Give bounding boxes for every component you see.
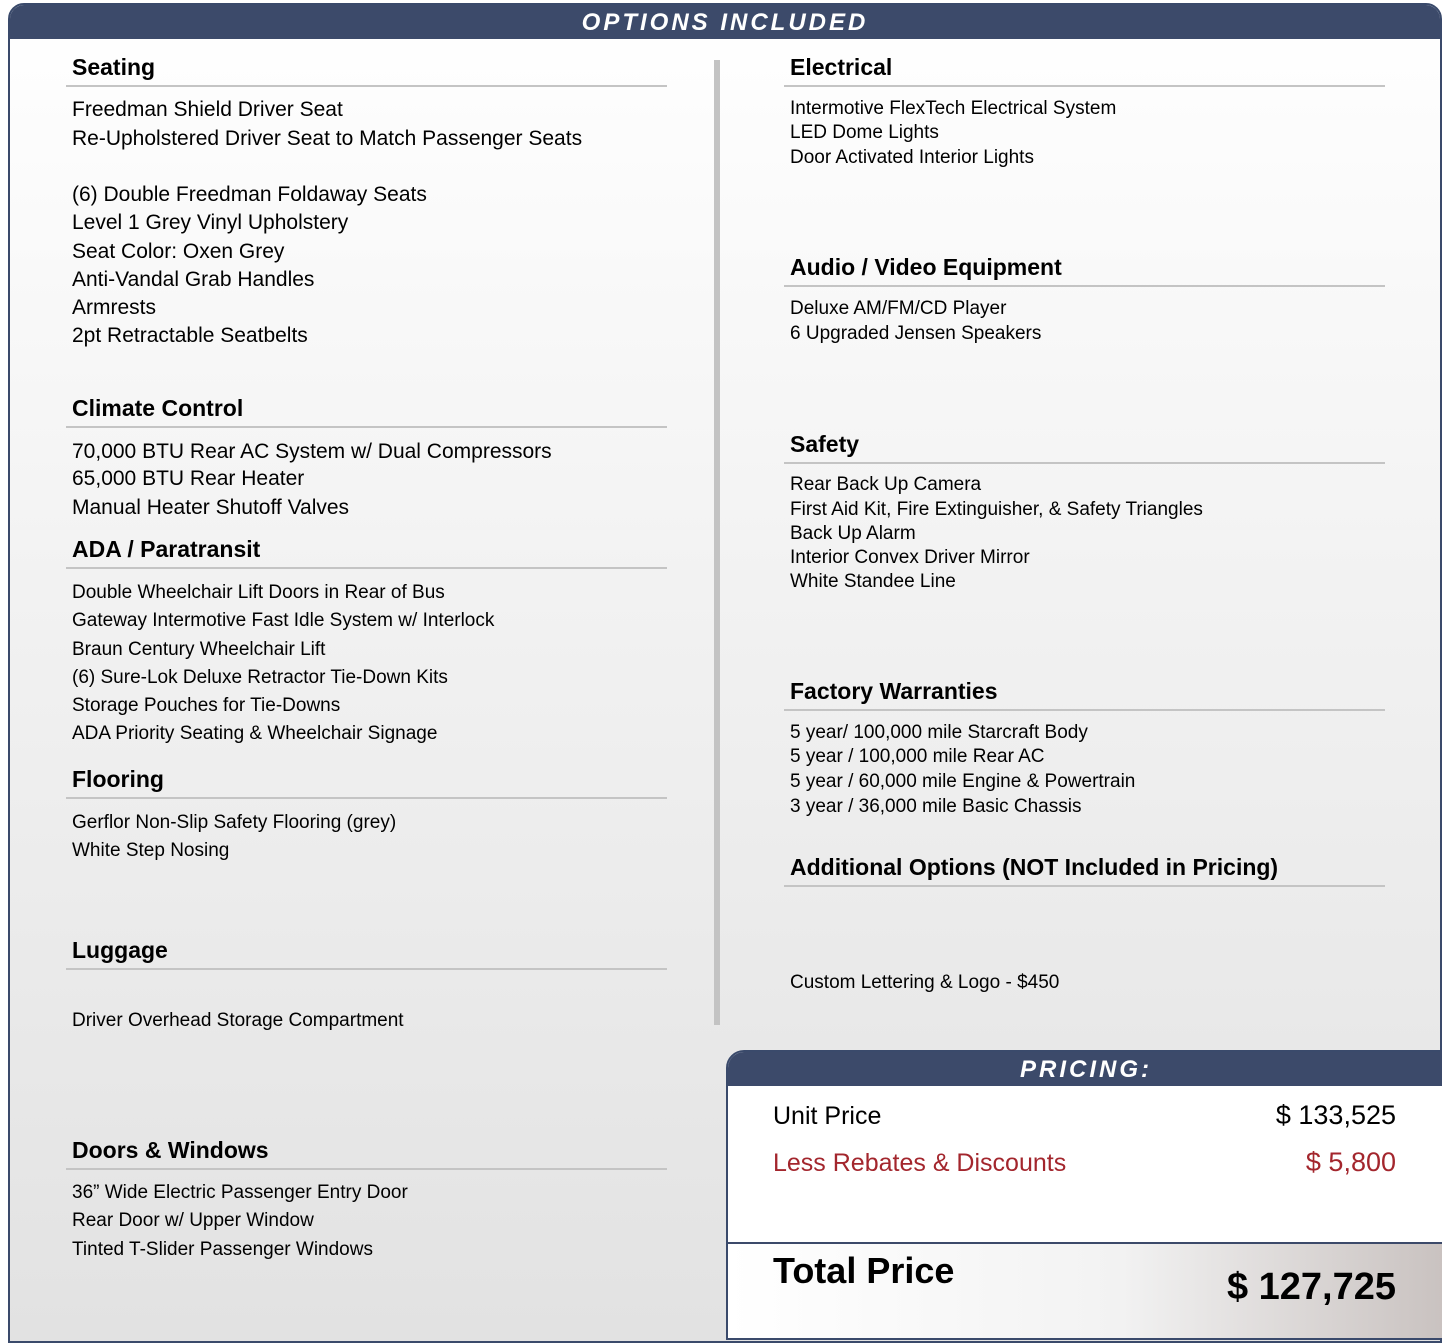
list-item: Manual Heater Shutoff Valves — [72, 496, 350, 519]
luggage-rule — [66, 968, 667, 970]
rebates-label: Less Rebates & Discounts — [773, 1149, 1067, 1177]
safety-rule — [784, 462, 1385, 464]
list-item: Freedman Shield Driver Seat — [72, 98, 343, 121]
climate-rule — [66, 426, 667, 428]
safety-heading: Safety — [790, 431, 860, 457]
flooring-rule — [66, 797, 667, 799]
list-item: 5 year / 60,000 mile Engine & Powertrain — [790, 771, 1136, 792]
list-item: 2pt Retractable Seatbelts — [72, 324, 308, 347]
list-item: Double Wheelchair Lift Doors in Rear of Bus — [72, 582, 445, 603]
list-item: Gateway Intermotive Fast Idle System w/ Interlock — [72, 610, 495, 631]
electrical-heading: Electrical — [790, 54, 893, 80]
list-item: Anti-Vandal Grab Handles — [72, 268, 315, 291]
list-item: White Standee Line — [790, 571, 956, 592]
unit-price-label: Unit Price — [773, 1102, 882, 1130]
list-item: Driver Overhead Storage Compartment — [72, 1010, 404, 1031]
list-item: Rear Door w/ Upper Window — [72, 1210, 314, 1231]
list-item: (6) Double Freedman Foldaway Seats — [72, 183, 427, 206]
list-item: First Aid Kit, Fire Extinguisher, & Safety Triangles — [790, 499, 1203, 520]
list-item: Braun Century Wheelchair Lift — [72, 639, 326, 660]
list-item: Interior Convex Driver Mirror — [790, 547, 1030, 568]
electrical-rule — [784, 85, 1385, 87]
list-item: 70,000 BTU Rear AC System w/ Dual Compressors — [72, 440, 552, 463]
list-item: Deluxe AM/FM/CD Player — [790, 298, 1007, 319]
list-item: Armrests — [72, 296, 156, 319]
list-item: 3 year / 36,000 mile Basic Chassis — [790, 796, 1082, 817]
total-price-value: $ 127,725 — [1226, 1266, 1396, 1308]
list-item: Door Activated Interior Lights — [790, 147, 1034, 168]
additional-heading: Additional Options (NOT Included in Pricing) — [790, 854, 1279, 880]
seating-rule — [66, 85, 667, 87]
list-item: 65,000 BTU Rear Heater — [72, 467, 305, 490]
flooring-heading: Flooring — [72, 766, 164, 792]
pricing-box — [726, 1050, 1442, 1340]
list-item: LED Dome Lights — [790, 122, 939, 143]
list-item: ADA Priority Seating & Wheelchair Signage — [72, 723, 438, 744]
list-item: 6 Upgraded Jensen Speakers — [790, 323, 1042, 344]
doors-rule — [66, 1168, 667, 1170]
list-item: (6) Sure-Lok Deluxe Retractor Tie-Down Kits — [72, 667, 448, 688]
audio-rule — [784, 285, 1385, 287]
ada-heading: ADA / Paratransit — [72, 536, 261, 562]
ada-rule — [66, 567, 667, 569]
total-band — [728, 1242, 1442, 1340]
list-item: 5 year / 100,000 mile Rear AC — [790, 746, 1045, 767]
list-item: 5 year/ 100,000 mile Starcraft Body — [790, 722, 1088, 743]
unit-price-value: $ 133,525 — [1275, 1100, 1396, 1130]
column-divider — [714, 60, 720, 1025]
seating-heading: Seating — [72, 54, 156, 80]
list-item: Custom Lettering & Logo - $450 — [790, 972, 1060, 993]
warranties-heading: Factory Warranties — [790, 678, 998, 704]
doors-heading: Doors & Windows — [72, 1137, 269, 1163]
list-item: Back Up Alarm — [790, 523, 916, 544]
audio-heading: Audio / Video Equipment — [790, 254, 1062, 280]
list-item: Intermotive FlexTech Electrical System — [790, 98, 1117, 119]
list-item: Storage Pouches for Tie-Downs — [72, 695, 341, 716]
climate-heading: Climate Control — [72, 395, 244, 421]
list-item: 36” Wide Electric Passenger Entry Door — [72, 1182, 408, 1203]
list-item: Seat Color: Oxen Grey — [72, 240, 285, 263]
luggage-heading: Luggage — [72, 937, 168, 963]
list-item: White Step Nosing — [72, 840, 230, 861]
list-item: Level 1 Grey Vinyl Upholstery — [72, 211, 349, 234]
list-item: Rear Back Up Camera — [790, 474, 982, 495]
list-item: Tinted T-Slider Passenger Windows — [72, 1239, 373, 1260]
warranties-rule — [784, 709, 1385, 711]
list-item: Re-Upholstered Driver Seat to Match Passenger Seats — [72, 127, 583, 150]
options-banner: OPTIONS INCLUDED — [10, 5, 1440, 39]
total-price-label: Total Price — [773, 1250, 955, 1291]
list-item: Gerflor Non-Slip Safety Flooring (grey) — [72, 812, 397, 833]
additional-rule — [784, 885, 1385, 887]
rebates-value: $ 5,800 — [1305, 1147, 1396, 1177]
pricing-banner: PRICING: — [728, 1052, 1442, 1086]
